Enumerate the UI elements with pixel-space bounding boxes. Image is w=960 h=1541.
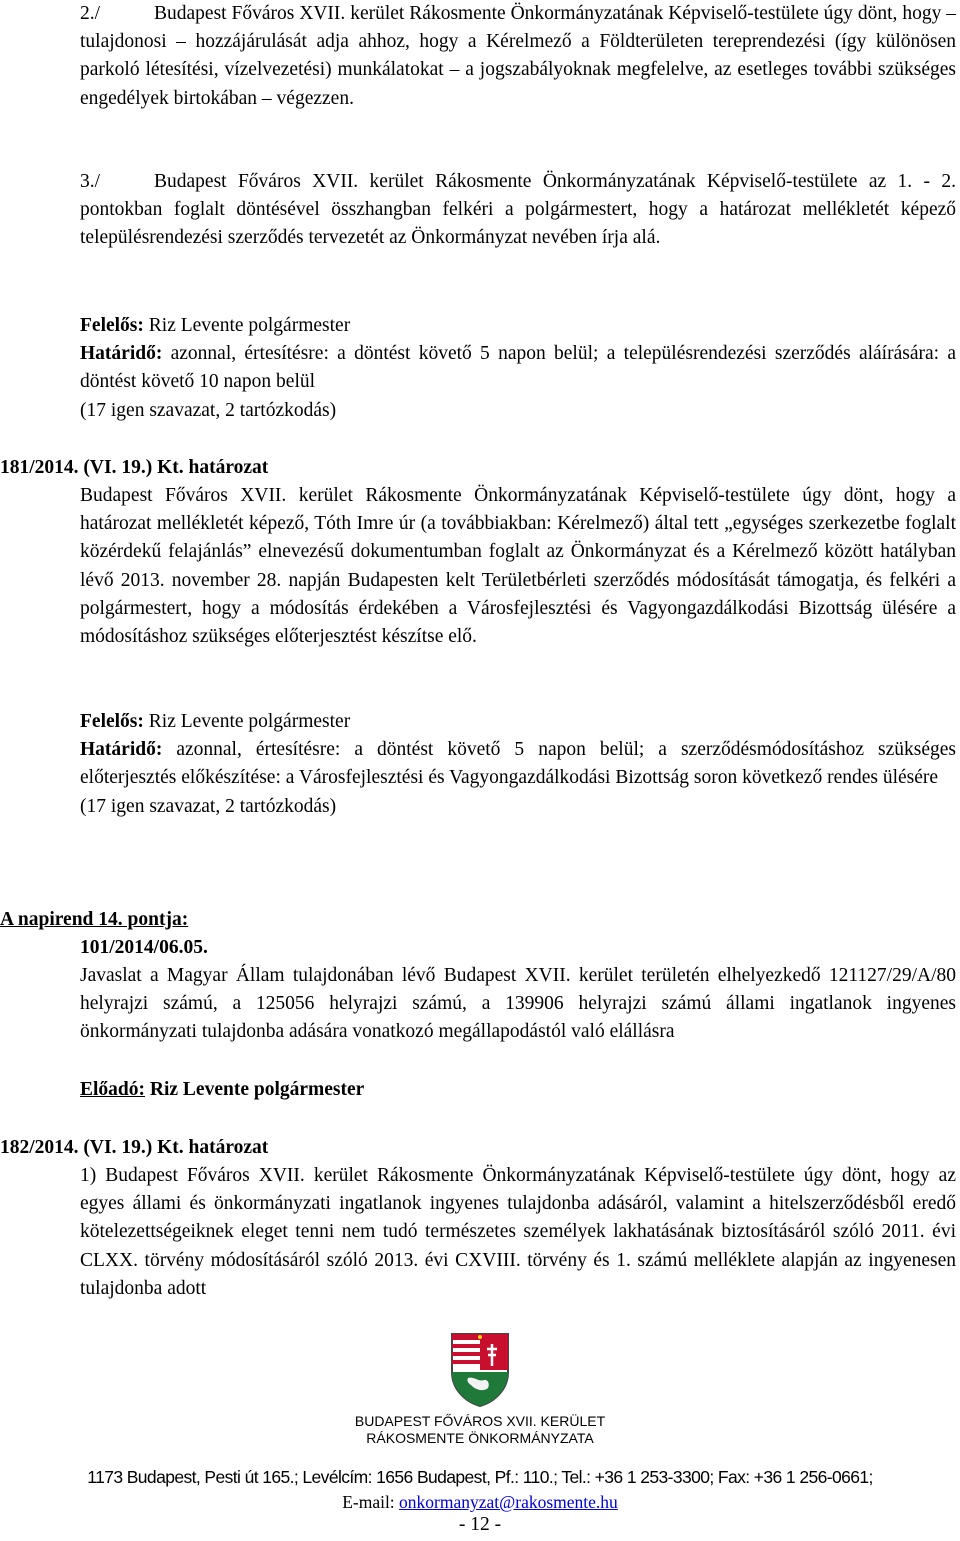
footer-org-line-2: RÁKOSMENTE ÖNKORMÁNYZATA: [366, 1430, 594, 1446]
decision-item-2: [80, 0, 956, 113]
coat-of-arms-logo: [448, 1330, 512, 1408]
agenda-heading-text: A napirend 14. pontja:: [0, 909, 189, 930]
item-number: 3./: [80, 171, 101, 192]
resolution-heading: 182/2014. (VI. 19.) Kt. határozat: [0, 1137, 269, 1158]
responsible-value: Riz Levente polgármester: [143, 711, 351, 732]
agenda-number: 101/2014/06.05.: [80, 937, 208, 958]
page-number: - 12 -: [458, 1514, 502, 1535]
item-text: Budapest Főváros XVII. kerület Rákosmente Önkormányzatának Képviselő-testülete úgy dönt, hogy – tulajdonosi – hozzájárulását adja ahhoz, hogy a Kérelmező a Földterületen tereprendezési (így különösen parkoló létesítési, vízelvezetési) munkálatokat – a jogszabályoknak megfelelve, az esetleges további szükséges engedélyek birtokában – végezzen.: [80, 3, 956, 109]
footer-org-line-1: BUDAPEST FŐVÁROS XVII. KERÜLET: [354, 1413, 606, 1429]
presenter-line: [80, 1076, 364, 1104]
email-link[interactable]: onkormanyzat@rakosmente.hu: [399, 1492, 618, 1512]
responsible-line: [80, 708, 956, 736]
decision-item-3: [80, 168, 956, 253]
deadline-line: [80, 340, 956, 396]
deadline-label: Határidő:: [80, 343, 163, 365]
vote-line: (17 igen szavazat, 2 tartózkodás): [80, 399, 337, 421]
presenter-value: Riz Levente polgármester: [145, 1079, 365, 1100]
deadline-value: azonnal, értesítésre: a döntést követő 5 napon belül; a településrendezési szerződés aláírására: a döntést követő 10 napon belül: [80, 343, 956, 393]
agenda-heading: [0, 906, 188, 934]
responsible-label: Felelős:: [80, 711, 144, 732]
item-text: Budapest Főváros XVII. kerület Rákosmente Önkormányzatának Képviselő-testülete az 1. - 2. pontokban foglalt döntésével összhangban felkéri a polgármestert, hogy a határozat mellékletét képező településrendezési szerződés tervezetét az Önkormányzat nevében írja alá.: [80, 171, 956, 249]
vote-line: (17 igen szavazat, 2 tartózkodás): [80, 795, 337, 817]
footer-address: 1173 Budapest, Pesti út 165.; Levélcím: 1656 Budapest, Pf.: 110.; Tel.: +36 1 253-3300; Fax: +36 1 256-0661;: [87, 1467, 873, 1487]
resolution-heading: 181/2014. (VI. 19.) Kt. határozat: [0, 457, 269, 478]
deadline-line: [80, 736, 956, 792]
presenter-label: Előadó:: [80, 1079, 146, 1100]
responsible-line: [80, 312, 956, 340]
deadline-label: Határidő:: [80, 739, 163, 761]
resolution-text: 1) Budapest Főváros XVII. kerület Rákosmente Önkormányzatának Képviselő-testülete úgy dönt, hogy az egyes állami és önkormányzati ingatlanok ingyenes tulajdonba adásáról, valamint a hitelszerződésből eredő kötelezettségeiknek eleget tenni nem tudó természetes személyek lakhatásának biztosításáról szóló 2011. évi CLXX. törvény módosításáról szóló 2013. évi CXVIII. törvény és 1. számú melléklete alapján az ingyenesen tulajdonba adott: [80, 1165, 956, 1299]
responsibility-block: [80, 312, 956, 425]
agenda-text: Javaslat a Magyar Állam tulajdonában lévő Budapest XVII. kerület területén elhelyezkedő 121127/29/A/80 helyrajzi számú, a 125056 helyrajzi számú, a 139906 helyrajzi számú állami ingatlanok ingyenes önkormányzati tulajdonba adására vonatkozó megállapodástól való elállásra: [80, 965, 956, 1043]
responsibility-block: [80, 708, 956, 821]
email-label: E-mail:: [342, 1492, 400, 1512]
responsible-label: Felelős:: [80, 315, 144, 336]
deadline-value: azonnal, értesítésre: a döntést követő 5 napon belül; a szerződésmódosításhoz szükséges előterjesztés előkészítése: a Városfejlesztési és Vagyongazdálkodási Bizottság soron következő rendes ülésére: [80, 739, 956, 789]
footer-email-line: [0, 1491, 960, 1513]
resolution-text: Budapest Főváros XVII. kerület Rákosmente Önkormányzatának Képviselő-testülete úgy dönt, hogy a határozat mellékletét képező, Tóth Imre úr (a továbbiakban: Kérelmező) által tett „egységes szerkezetbe foglalt közérdekű felajánlás” elnevezésű dokumentumban foglalt az Önkormányzat és a Kérelmező között hatályban lévő 2013. november 28. napján Budapesten kelt Területbérleti szerződés módosítását támogatja, és felkéri a polgármestert, hogy a módosítás érdekében a Városfejlesztési és Vagyongazdálkodási Bizottság ülésére a módosításhoz szükséges előterjesztést készítse elő.: [80, 485, 956, 648]
responsible-value: Riz Levente polgármester: [143, 315, 351, 336]
item-number: 2./: [80, 3, 101, 24]
